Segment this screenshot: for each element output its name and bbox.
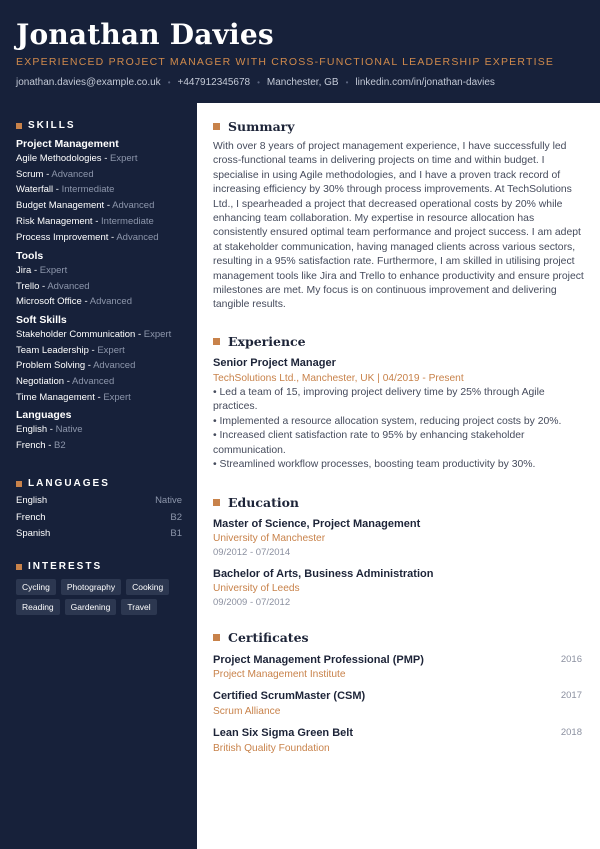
skill-group-soft-skills — [16, 313, 186, 406]
summary-heading: Summary — [213, 119, 295, 134]
certificate-year: 2017 — [560, 690, 582, 701]
contact-location: Manchester, GB — [266, 77, 339, 88]
language-row: English Native — [16, 495, 182, 506]
skill-item: Problem Solving - Advanced — [16, 360, 136, 372]
interest-tag: Cooking — [126, 579, 169, 595]
skills-heading: SKILLS — [16, 120, 76, 131]
skill-group-project-management — [16, 137, 186, 245]
skill-item: Time Management - Expert — [16, 391, 131, 403]
candidate-name: Jonathan Davies — [16, 18, 274, 51]
main-content — [197, 103, 600, 849]
skill-item: Trello - Advanced — [16, 280, 90, 292]
summary-text: With over 8 years of project management experience, I have successfully led cross-functional teams in delivering projects on time and within budget. I specialise in using Agile methodologies, and I have a proven track record of increasing efficiency by 30% through process improvements. At TechSolutions Ltd., I spearheaded a project that decreased operational costs by 20% while enhancing team collaboration. My expertise in resource allocation has consistently ensured optimal team performance and project success. I am adept at stakeholder communication, having managed clients across various sectors, resulting in a 95% satisfaction rate. Furthermore, I am skilled in utilising project management tools like Jira and Trello to enhance productivity and ensure project milestones are met. My focus is on continuous improvement and delivering tangible results. — [213, 141, 584, 311]
heading-marker — [213, 499, 220, 506]
interest-tags — [16, 579, 186, 615]
language-row: Spanish B1 — [16, 528, 182, 539]
skill-item: French - B2 — [16, 439, 66, 451]
skill-item: Budget Management - Advanced — [16, 200, 155, 212]
interests-heading: INTERESTS — [16, 561, 102, 572]
education-school: University of Leeds — [213, 583, 300, 594]
contact-bar — [16, 77, 495, 88]
skill-item: English - Native — [16, 424, 83, 435]
heading-marker — [213, 123, 220, 130]
skill-group-languages — [16, 408, 186, 453]
skill-item: Stakeholder Communication - Expert — [16, 329, 172, 340]
skill-group-title: Tools — [16, 250, 44, 262]
separator-dot: • — [345, 78, 349, 87]
skill-item: Waterfall - Intermediate — [16, 184, 115, 196]
education-dates: 09/2012 - 07/2014 — [213, 547, 291, 558]
certificate-name: Project Management Professional (PMP) — [213, 654, 424, 666]
skill-group-title: Project Management — [16, 138, 119, 150]
interest-tag: Travel — [121, 599, 156, 615]
interest-tag: Gardening — [65, 599, 117, 615]
heading-marker — [213, 634, 220, 641]
heading-marker — [213, 338, 220, 345]
job-bullet: • Implemented a resource allocation system, reducing project costs by 20%. — [213, 415, 562, 427]
language-row: French B2 — [16, 512, 182, 523]
skill-group-tools — [16, 249, 186, 310]
certificate-issuer: British Quality Foundation — [213, 743, 330, 754]
skill-group-title: Soft Skills — [16, 314, 67, 326]
education-degree: Master of Science, Project Management — [213, 518, 421, 530]
heading-marker — [16, 564, 22, 570]
skill-item: Risk Management - Intermediate — [16, 215, 154, 227]
interest-tag: Photography — [61, 579, 121, 595]
job-bullet: • Increased client satisfaction rate to 95% by enhancing stakeholder communication. — [213, 430, 525, 456]
education-heading: Education — [213, 495, 299, 510]
job-company: TechSolutions Ltd., Manchester, UK | 04/2019 - Present — [213, 373, 464, 384]
resume-header — [0, 0, 600, 103]
job-bullet: • Streamlined workflow processes, boosting team productivity by 30%. — [213, 459, 536, 471]
certificate-name: Lean Six Sigma Green Belt — [213, 727, 353, 739]
skill-group-title: Languages — [16, 409, 72, 421]
job-bullet: • Led a team of 15, improving project delivery time by 25% through Agile practices. — [213, 387, 545, 413]
skill-item: Scrum - Advanced — [16, 168, 94, 180]
certificates-heading: Certificates — [213, 630, 309, 645]
job-title: Senior Project Manager — [213, 357, 336, 369]
separator-dot: • — [257, 78, 260, 87]
skill-item: Microsoft Office - Advanced — [16, 296, 133, 308]
heading-marker — [16, 481, 22, 487]
sidebar — [0, 103, 197, 849]
skill-item: Jira - Expert — [16, 265, 68, 276]
interest-tag: Cycling — [16, 579, 56, 595]
skill-item: Team Leadership - Expert — [16, 344, 125, 356]
skill-item: Agile Methodologies - Expert — [16, 153, 138, 164]
heading-marker — [16, 123, 22, 129]
candidate-tagline: EXPERIENCED PROJECT MANAGER WITH CROSS-FUNCTIONAL LEADERSHIP EXPERTISE — [16, 56, 555, 68]
education-degree: Bachelor of Arts, Business Administration — [213, 568, 434, 580]
certificate-name: Certified ScrumMaster (CSM) — [213, 690, 366, 702]
education-dates: 09/2009 - 07/2012 — [213, 597, 291, 608]
skill-item: Negotiation - Advanced — [16, 376, 115, 388]
job-bullets — [213, 386, 585, 472]
contact-email[interactable]: jonathan.davies@example.co.uk — [16, 77, 161, 88]
contact-linkedin[interactable]: linkedin.com/in/jonathan-davies — [355, 77, 495, 88]
separator-dot: • — [167, 78, 171, 87]
certificate-issuer: Project Management Institute — [213, 669, 346, 680]
certificate-issuer: Scrum Alliance — [213, 706, 281, 717]
education-school: University of Manchester — [213, 533, 326, 544]
languages-heading: LANGUAGES — [16, 478, 110, 489]
experience-heading: Experience — [213, 334, 306, 349]
interest-tag: Reading — [16, 599, 60, 615]
certificate-year: 2016 — [560, 654, 582, 665]
certificate-year: 2018 — [560, 727, 582, 738]
skill-item: Process Improvement - Advanced — [16, 231, 159, 243]
contact-phone[interactable]: +447912345678 — [177, 77, 251, 88]
